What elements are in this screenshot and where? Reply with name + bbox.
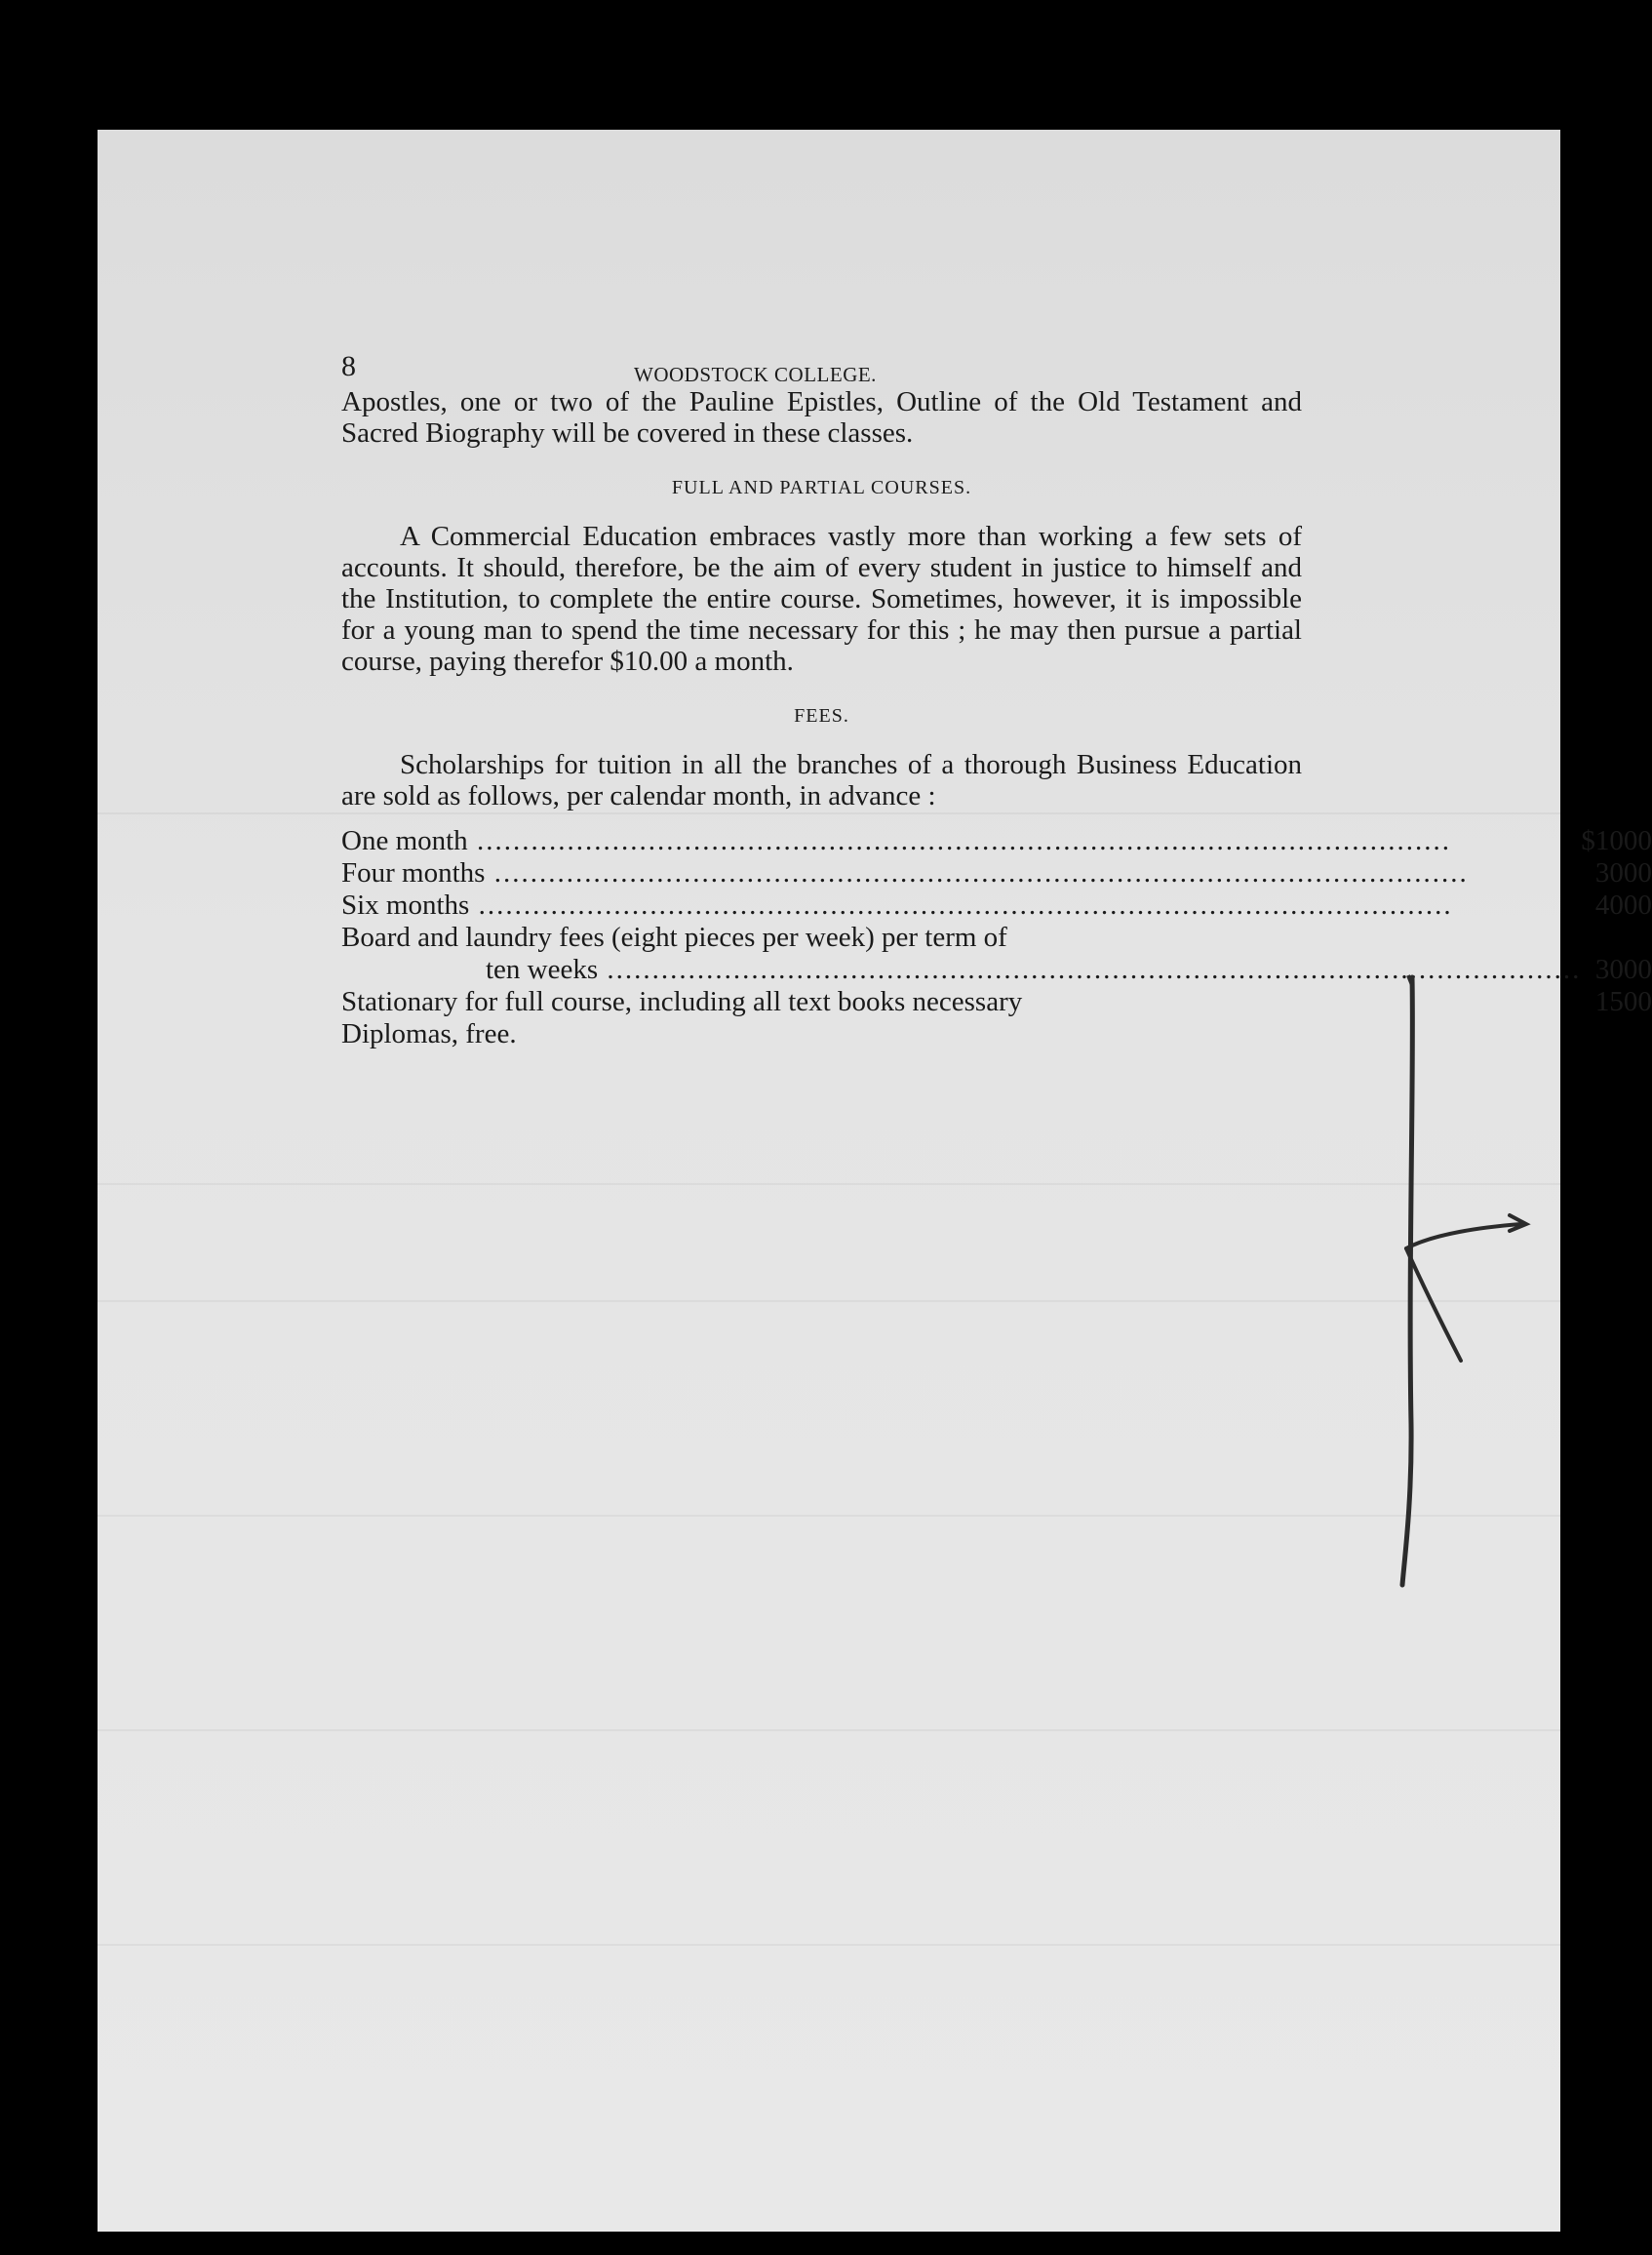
fee-cents: 00 bbox=[1623, 825, 1652, 856]
fee-dollars: 30 bbox=[1594, 857, 1624, 889]
fee-dollars: 30 bbox=[1594, 954, 1624, 985]
fee-cents: 00 bbox=[1623, 890, 1652, 921]
fee-cents: 00 bbox=[1623, 857, 1652, 889]
courses-paragraph: A Commercial Education embraces vastly more than working a few sets of accounts. It should, therefore, be the aim of every student in justice to himself and the Institution, to complete the entire course. Sometimes, however, it is impossible for a young man to spend the time necessary for this ; he may then pursue a partial course, paying therefor $10.00 a month. bbox=[341, 521, 1302, 677]
ruled-line bbox=[98, 1515, 1560, 1517]
fee-item-label: Board and laundry fees (eight pieces per week) per term of bbox=[341, 922, 1007, 953]
fee-item-label: One month ..... bbox=[341, 825, 1451, 856]
fee-row bbox=[341, 857, 1652, 890]
fee-cents: 00 bbox=[1623, 954, 1652, 985]
fee-dollars: 15 bbox=[1594, 986, 1624, 1017]
page-number: 8 bbox=[341, 350, 356, 382]
fee-row bbox=[341, 825, 1652, 857]
page-paper bbox=[98, 130, 1652, 2232]
section-heading-fees: FEES. bbox=[794, 705, 849, 727]
page-text bbox=[341, 350, 1652, 1050]
fee-row bbox=[341, 890, 1652, 922]
ruled-line bbox=[98, 1729, 1560, 1731]
fee-dollars: 40 bbox=[1594, 890, 1624, 921]
fee-item-label: Four months ..... bbox=[341, 857, 1469, 889]
running-head: WOODSTOCK COLLEGE. bbox=[634, 363, 877, 386]
fee-row bbox=[341, 986, 1652, 1018]
page-header bbox=[341, 351, 1302, 386]
fee-row bbox=[341, 1018, 1652, 1050]
ruled-line bbox=[98, 1300, 1560, 1302]
fee-item-label: ten weeks ..... bbox=[486, 954, 1581, 985]
fees-intro-paragraph: Scholarships for tuition in all the branches of a thorough Business Education are sold as follows, per calendar month, in advance : bbox=[341, 749, 1302, 811]
fee-dollars: $10 bbox=[1581, 825, 1624, 856]
continuation-paragraph: Apostles, one or two of the Pauline Epistles, Outline of the Old Testament and Sacred Biography will be covered in these classes. bbox=[341, 386, 1302, 449]
fee-row bbox=[341, 922, 1652, 954]
ruled-line bbox=[98, 1183, 1560, 1185]
fee-cents: 00 bbox=[1623, 986, 1652, 1017]
fee-row bbox=[341, 954, 1652, 986]
fee-item-label: Six months ..... bbox=[341, 890, 1453, 921]
fee-table bbox=[341, 825, 1652, 1050]
ruled-line bbox=[98, 1944, 1560, 1946]
fee-item-label: Diplomas, free. bbox=[341, 1018, 517, 1049]
section-heading-courses: FULL AND PARTIAL COURSES. bbox=[671, 477, 972, 498]
fee-item-label: Stationary for full course, including all text books necessary bbox=[341, 986, 1023, 1017]
